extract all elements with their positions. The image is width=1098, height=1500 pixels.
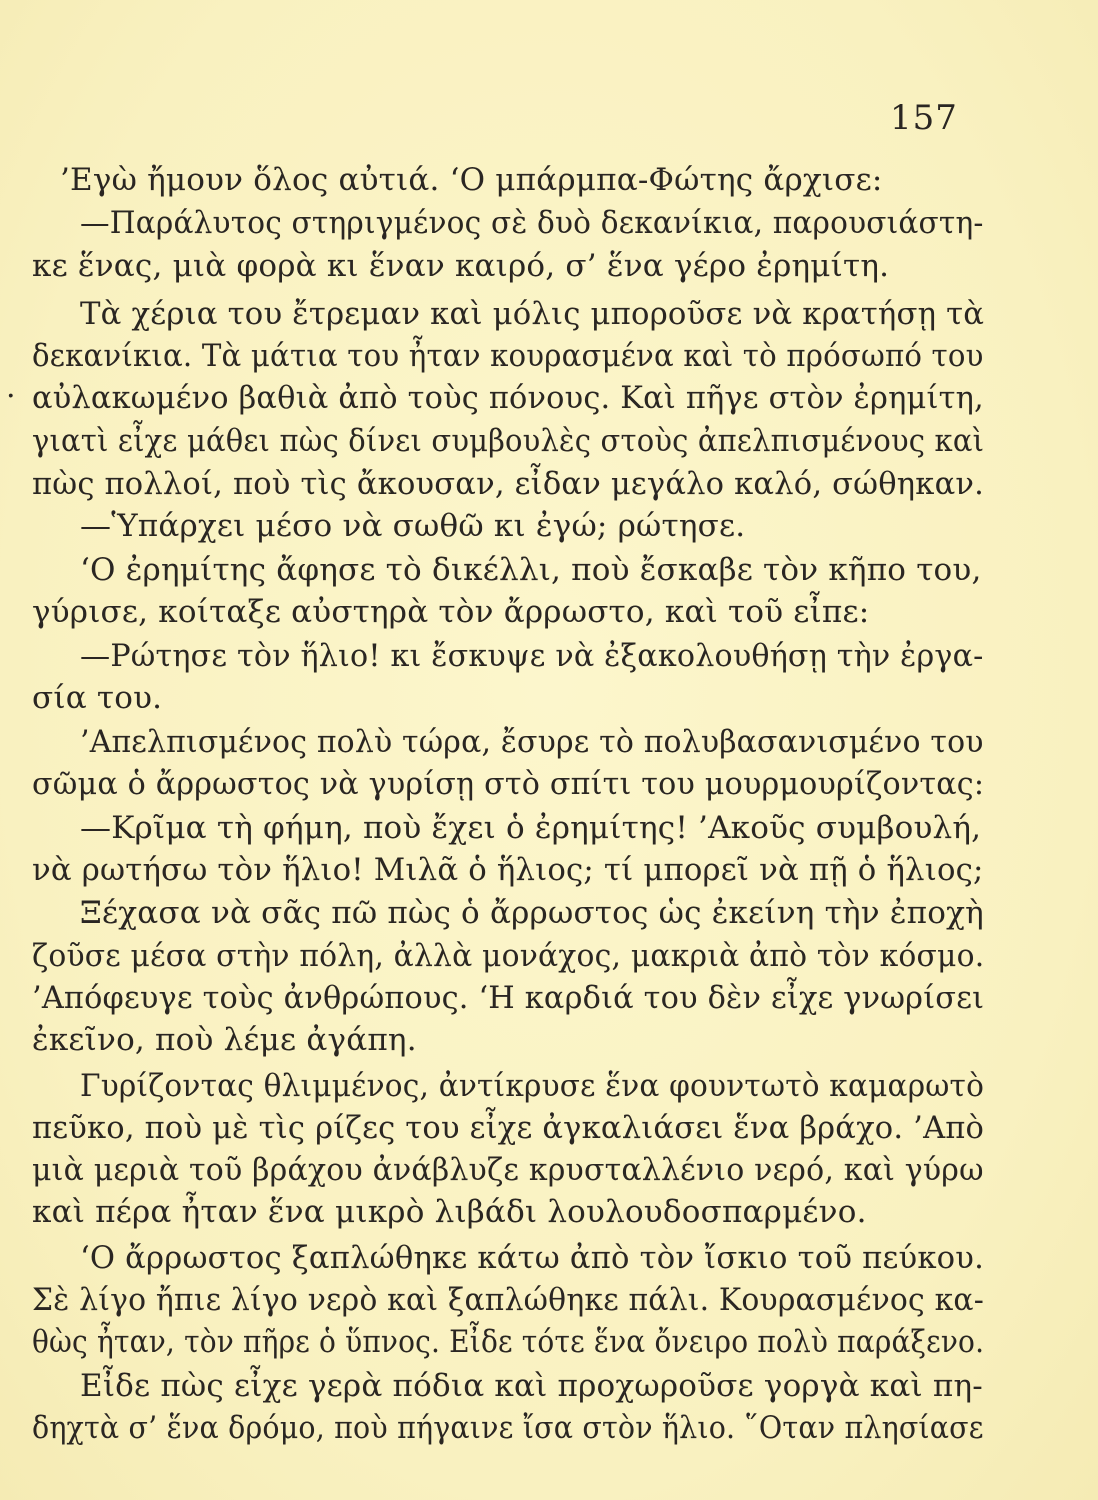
text-line: Τὰ χέρια του ἔτρεμαν καὶ μόλις μποροῦσε νὰ κρατήσῃ τὰ	[80, 296, 985, 332]
text-line: Εἶδε πὼς εἶχε γερὰ πόδια καὶ προχωροῦσε γοργὰ καὶ πη-	[80, 1368, 983, 1404]
text-line: νὰ ρωτήσω τὸν ἥλιο! Μιλᾶ ὁ ἥλιος; τί μπορεῖ νὰ πῇ ὁ ἥλιος;	[32, 852, 984, 888]
page-number: 157	[890, 98, 958, 138]
text-line: Γυρίζοντας θλιμμένος, ἀντίκρυσε ἕνα φουντωτὸ καμαρωτὸ	[80, 1068, 985, 1104]
text-line: ἐκεῖνο, ποὺ λέμε ἀγάπη.	[32, 1022, 417, 1058]
text-line: —Παράλυτος στηριγμένος σὲ δυὸ δεκανίκια, παρουσιάστη-	[80, 205, 984, 241]
text-line: δεκανίκια. Τὰ μάτια του ἦταν κουρασμένα καὶ τὸ πρόσωπό του	[32, 338, 984, 374]
text-line: πὼς πολλοί, ποὺ τὶς ἄκουσαν, εἶδαν μεγάλο καλό, σώθηκαν.	[32, 466, 985, 502]
text-line: ‘Ο ἐρημίτης ἄφησε τὸ δικέλλι, ποὺ ἔσκαβε τὸν κῆπο του,	[80, 552, 982, 588]
text-line: θὼς ἦταν, τὸν πῆρε ὁ ὕπνος. Εἶδε τότε ἕνα ὄνειρο πολὺ παράξενο.	[32, 1324, 985, 1360]
text-line: ’Εγὼ ἤμουν ὅλος αὐτιά. ‘Ο μπάρμπα-Φώτης ἄρχισε:	[60, 162, 883, 198]
text-line: μιὰ μεριὰ τοῦ βράχου ἀνάβλυζε κρυσταλλένιο νερό, καὶ γύρω	[32, 1152, 984, 1188]
text-line: ‘Ο ἄρρωστος ξαπλώθηκε κάτω ἀπὸ τὸν ἴσκιο τοῦ πεύκου.	[80, 1240, 985, 1276]
margin-dot: .	[6, 370, 16, 405]
text-line: —Ρώτησε τὸν ἥλιο! κι ἔσκυψε νὰ ἐξακολουθήσῃ τὴν ἐργα-	[80, 638, 984, 674]
text-line: Σὲ λίγο ἤπιε λίγο νερὸ καὶ ξαπλώθηκε πάλι. Κουρασμένος κα-	[32, 1282, 985, 1318]
text-line: γύρισε, κοίταξε αὐστηρὰ τὸν ἄρρωστο, καὶ τοῦ εἶπε:	[32, 594, 870, 630]
text-line: ’Απελπισμένος πολὺ τώρα, ἔσυρε τὸ πολυβασανισμένο του	[80, 724, 984, 760]
text-line: πεῦκο, ποὺ μὲ τὶς ρίζες του εἶχε ἀγκαλιάσει ἕνα βράχο. ’Απὸ	[32, 1110, 985, 1146]
text-line: —Κρῖμα τὴ φήμη, ποὺ ἔχει ὁ ἐρημίτης! ’Ακοῦς συμβουλή,	[80, 810, 982, 846]
text-line: αὐλακωμένο βαθιὰ ἀπὸ τοὺς πόνους. Καὶ πῆγε στὸν ἐρημίτη,	[32, 380, 984, 416]
text-line: σία του.	[32, 680, 163, 716]
text-line: ζοῦσε μέσα στὴν πόλη, ἀλλὰ μονάχος, μακριὰ ἀπὸ τὸν κόσμο.	[32, 938, 985, 974]
text-line: —Ὑπάρχει μέσο νὰ σωθῶ κι ἐγώ; ρώτησε.	[80, 508, 746, 544]
text-line: καὶ πέρα ἦταν ἕνα μικρὸ λιβάδι λουλουδοσπαρμένο.	[32, 1194, 867, 1230]
text-line: δηχτὰ σ’ ἕνα δρόμο, ποὺ πήγαινε ἴσα στὸν ἥλιο. ῞Οταν πλησίασε	[32, 1410, 984, 1446]
text-line: σῶμα ὁ ἄρρωστος νὰ γυρίσῃ στὸ σπίτι του μουρμουρίζοντας:	[32, 766, 985, 802]
text-line: κε ἕνας, μιὰ φορὰ κι ἕναν καιρό, σ’ ἕνα γέρο ἐρημίτη.	[32, 248, 890, 284]
text-line: ’Απόφευγε τοὺς ἀνθρώπους. ‘Η καρδιά του δὲν εἶχε γνωρίσει	[32, 980, 985, 1016]
text-line: γιατὶ εἶχε μάθει πὼς δίνει συμβουλὲς στοὺς ἀπελπισμένους καὶ	[32, 423, 985, 459]
text-line: Ξέχασα νὰ σᾶς πῶ πὼς ὁ ἄρρωστος ὡς ἐκείνη τὴν ἐποχὴ	[80, 895, 984, 931]
